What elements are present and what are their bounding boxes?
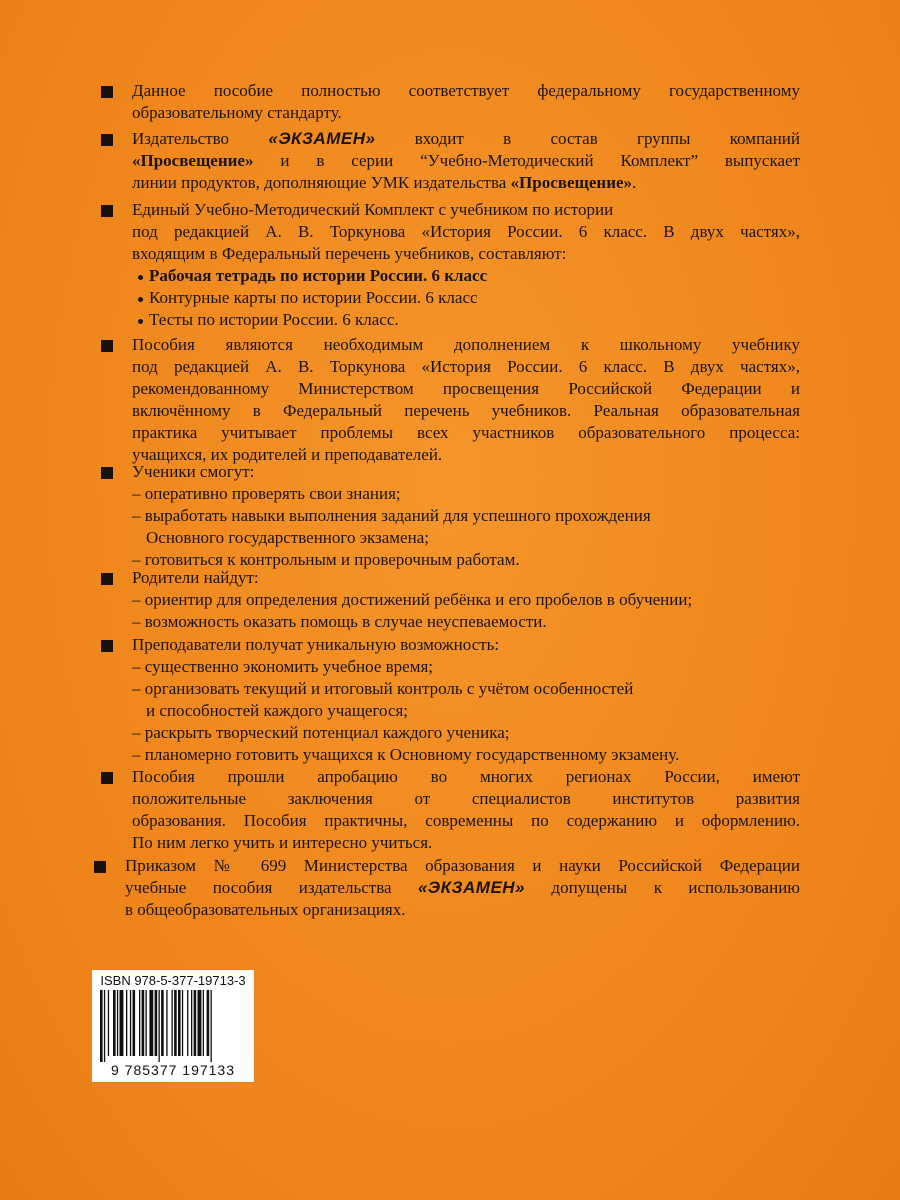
square-bullet-icon [94, 861, 106, 873]
section-text: – возможность оказать помощь в случае неуспеваемости. [132, 612, 547, 631]
section-text: Пособия являются необходимым дополнением к школьному учебнику [132, 335, 800, 354]
isbn-label: ISBN 978-5-377-19713-3 [100, 973, 246, 988]
section-text: Пособия прошли апробацию во многих регионах России, имеют [132, 767, 800, 786]
section-text: – организовать текущий и итоговый контроль с учётом особенностей [132, 679, 634, 698]
section-text: линии продуктов, дополняющие УМК издательства «Просвещение». [132, 173, 637, 192]
section-text: – ориентир для определения достижений ребёнка и его пробелов в обучении; [132, 590, 693, 609]
section-standard [132, 80, 800, 124]
section-text: – планомерно готовить учащихся к Основному государственному экзамену. [132, 745, 680, 764]
list-item: Тесты по истории России. 6 класс. [132, 309, 800, 331]
section-publisher [132, 128, 800, 194]
section-text: – готовиться к контрольным и проверочным работам. [132, 550, 520, 569]
square-bullet-icon [101, 467, 113, 479]
dot-bullet-icon [138, 319, 143, 324]
section-text: положительные заключения от специалистов институтов развития [132, 789, 800, 808]
section-text: По ним легко учить и интересно учиться. [132, 833, 433, 852]
isbn-barcode-box [92, 970, 254, 1082]
dot-bullet-icon [138, 297, 143, 302]
section-text: и способностей каждого учащегося; [146, 701, 409, 720]
section-text: рекомендованному Министерством просвещения Российской Федерации и [132, 379, 800, 398]
section-text: Данное пособие полностью соответствует федеральному государственному [132, 81, 800, 100]
brand-prosveshchenie: «Просвещение» [510, 173, 633, 192]
square-bullet-icon [101, 205, 113, 217]
section-order [125, 855, 800, 921]
section-parents [132, 567, 800, 633]
section-umk [132, 199, 800, 331]
square-bullet-icon [101, 134, 113, 146]
publisher-brand: «ЭКЗАМЕН» [417, 878, 526, 897]
section-title: Преподаватели получат уникальную возможность: [132, 635, 500, 654]
barcode-digits: 9 785377 197133 [111, 1062, 235, 1078]
section-approbation [132, 766, 800, 854]
section-text: входящим в Федеральный перечень учебников, составляют: [132, 244, 567, 263]
section-text: образования. Пособия практичны, современны по содержанию и оформлению. [132, 811, 800, 830]
section-teachers [132, 634, 800, 766]
section-text: учебные пособия издательства «ЭКЗАМЕН» допущены к использованию [125, 878, 800, 897]
list-item: Контурные карты по истории России. 6 класс [132, 287, 800, 309]
brand-prosveshchenie: «Просвещение» [132, 151, 254, 170]
section-text: Основного государственного экзамена; [146, 528, 429, 547]
square-bullet-icon [101, 640, 113, 652]
section-text: – оперативно проверять свои знания; [132, 484, 401, 503]
section-students [132, 461, 800, 571]
section-title: Родители найдут: [132, 568, 259, 587]
publisher-brand: «ЭКЗАМЕН» [268, 129, 376, 148]
section-text: учащихся, их родителей и преподавателей. [132, 445, 443, 464]
square-bullet-icon [101, 340, 113, 352]
section-text: под редакцией А. В. Торкунова «История России. 6 класс. В двух частях», [132, 222, 800, 241]
section-text: Издательство «ЭКЗАМЕН» входит в состав группы компаний [132, 129, 801, 148]
section-text: в общеобразовательных организациях. [125, 900, 406, 919]
square-bullet-icon [101, 573, 113, 585]
section-text: практика учитывает проблемы всех участников образовательного процесса: [132, 423, 800, 442]
section-text: – выработать навыки выполнения заданий для успешного прохождения [132, 506, 651, 525]
section-text: включённому в Федеральный перечень учебников. Реальная образовательная [132, 401, 800, 420]
barcode-icon [98, 990, 248, 1062]
section-text: Приказом № 699 Министерства образования и науки Российской Федерации [125, 856, 800, 875]
section-text: образовательному стандарту. [132, 103, 342, 122]
section-title: Ученики смогут: [132, 462, 255, 481]
section-text: Единый Учебно-Методический Комплект с учебником по истории [132, 200, 614, 219]
section-supplement [132, 334, 800, 466]
section-text: под редакцией А. В. Торкунова «История России. 6 класс. В двух частях», [132, 357, 800, 376]
section-text: «Просвещение» и в серии “Учебно-Методический Комплект” выпускает [132, 151, 800, 170]
dot-bullet-icon [138, 275, 143, 280]
square-bullet-icon [101, 86, 113, 98]
square-bullet-icon [101, 772, 113, 784]
section-text: – существенно экономить учебное время; [132, 657, 433, 676]
section-text: – раскрыть творческий потенциал каждого ученика; [132, 723, 510, 742]
list-item: Рабочая тетрадь по истории России. 6 класс [132, 265, 800, 287]
